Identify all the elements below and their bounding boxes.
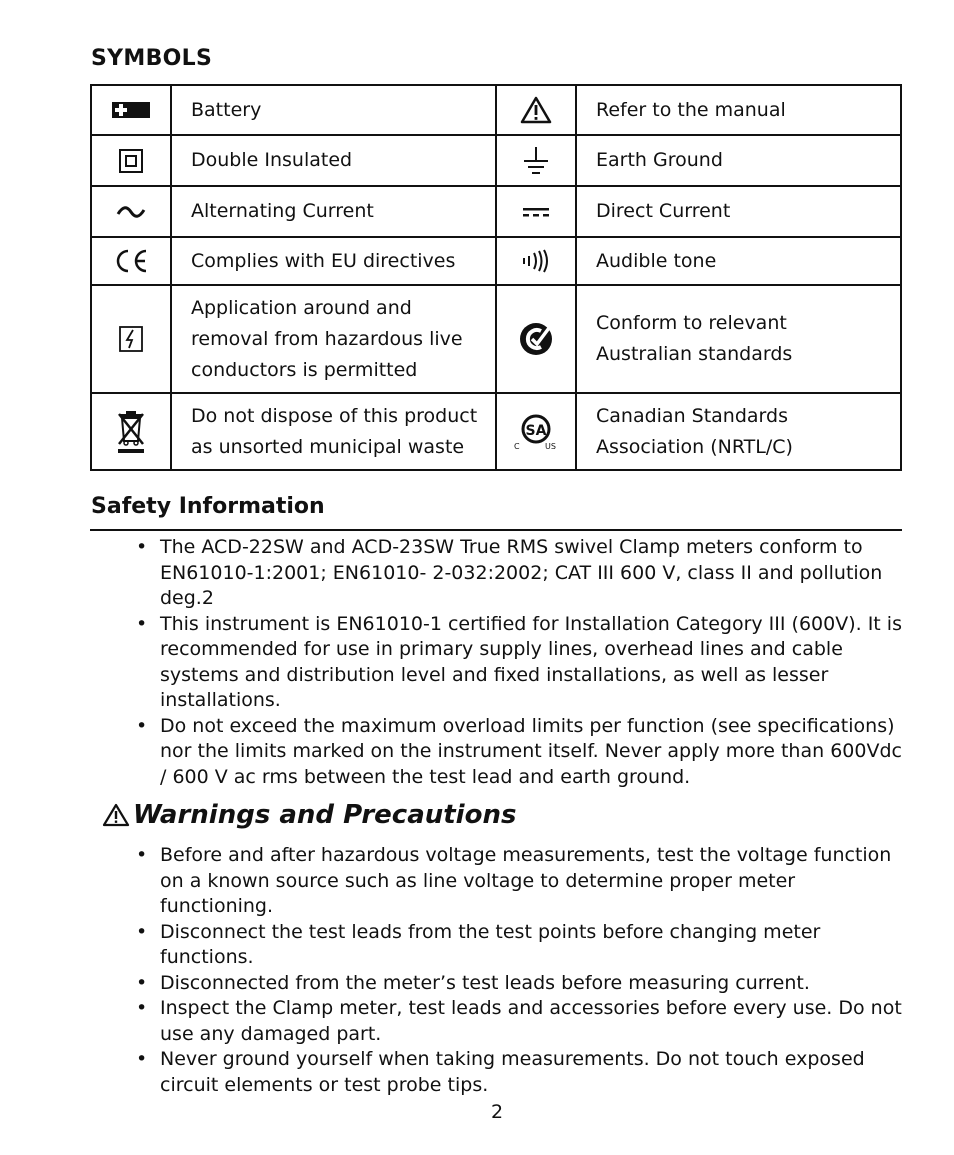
list-item-text: Disconnected from the meter’s test leads before measuring current.	[160, 971, 810, 994]
symbol-label: Earth Ground	[576, 135, 901, 186]
symbol-label: Double Insulated	[171, 135, 496, 186]
page-number: 2	[490, 1101, 504, 1123]
ce-mark-icon	[113, 248, 149, 274]
warnings-heading	[102, 800, 516, 830]
symbol-label: Do not dispose of this product as unsorted municipal waste	[171, 393, 496, 470]
weee-bin-icon	[116, 409, 146, 455]
live-conductor-icon	[118, 325, 144, 353]
list-item-text: This instrument is EN61010-1 certified for Installation Category III (600V). It is recommended for use in primary supply lines, overhead lines and cable systems and distribution level and fixed installations, as well as lesser installations.	[160, 612, 902, 711]
section-divider	[90, 529, 902, 531]
list-item	[136, 1047, 911, 1098]
symbol-icon-cell	[91, 135, 171, 186]
list-item	[136, 714, 911, 791]
csa-c-label: C	[514, 441, 520, 451]
csa-mark-icon	[511, 412, 561, 452]
list-item	[136, 971, 911, 997]
warning-triangle-icon	[520, 96, 552, 124]
symbol-icon-cell	[91, 237, 171, 285]
bullet: •	[136, 971, 148, 994]
symbol-icon-cell	[496, 135, 576, 186]
warning-triangle-icon	[102, 803, 130, 827]
symbols-row	[91, 85, 901, 135]
safety-heading: Safety Information	[91, 494, 325, 519]
symbols-row	[91, 135, 901, 186]
symbols-row	[91, 285, 901, 393]
list-item	[136, 535, 911, 612]
list-item-text: Inspect the Clamp meter, test leads and accessories before every use. Do not use any damaged part.	[160, 997, 902, 1045]
symbols-table	[90, 84, 902, 471]
symbol-label: Conform to relevant Australian standards	[576, 285, 901, 393]
symbol-icon-cell	[91, 285, 171, 393]
warnings-list	[136, 843, 911, 1098]
symbol-label: Canadian Standards Association (NRTL/C)	[576, 393, 901, 470]
symbols-heading: SYMBOLS	[91, 46, 213, 71]
symbols-row	[91, 186, 901, 237]
list-item	[136, 612, 911, 714]
symbol-label: Application around and removal from hazardous live conductors is permitted	[171, 285, 496, 393]
audible-tone-icon	[521, 249, 551, 273]
c-tick-icon	[519, 322, 553, 356]
list-item-text: Disconnect the test leads from the test points before changing meter functions.	[160, 920, 821, 968]
symbol-label: Battery	[171, 85, 496, 135]
symbol-icon-cell	[91, 186, 171, 237]
symbol-label: Direct Current	[576, 186, 901, 237]
symbol-icon-cell	[496, 237, 576, 285]
warnings-heading-text: Warnings and Precautions	[133, 800, 517, 830]
symbol-label: Complies with EU directives	[171, 237, 496, 285]
earth-ground-icon	[522, 146, 550, 176]
symbol-icon-cell	[496, 285, 576, 393]
direct-current-icon	[521, 205, 551, 219]
symbol-label: Alternating Current	[171, 186, 496, 237]
list-item-text: The ACD-22SW and ACD-23SW True RMS swivel Clamp meters conform to EN61010-1:2001; EN61010- 2-032:2002; CAT III 600 V, class II and pollution deg.2	[160, 536, 883, 609]
bullet: •	[136, 1048, 148, 1070]
list-item-text: Before and after hazardous voltage measurements, test the voltage function on a known source such as line voltage to determine proper meter functioning.	[160, 844, 892, 917]
list-item	[136, 843, 911, 920]
list-item-text: Never ground yourself when taking measurements. Do not touch exposed circuit elements or test probe tips.	[160, 1048, 865, 1096]
symbols-row	[91, 237, 901, 285]
bullet: •	[136, 997, 148, 1019]
symbol-label: Audible tone	[576, 237, 901, 285]
symbol-icon-cell	[496, 186, 576, 237]
bullet: •	[136, 714, 148, 737]
bullet: •	[136, 844, 148, 866]
battery-icon	[111, 100, 151, 120]
alternating-current-icon	[116, 205, 146, 219]
bullet: •	[136, 920, 148, 943]
list-item-text: Do not exceed the maximum overload limits per function (see specifications) nor the limits marked on the instrument itself. Never apply more than 600Vdc / 600 V ac rms between the test lead and earth ground.	[160, 714, 902, 788]
csa-us-label: US	[545, 441, 556, 451]
bullet: •	[136, 612, 148, 635]
symbol-icon-cell	[496, 85, 576, 135]
symbol-icon-cell	[496, 393, 576, 470]
safety-list	[136, 535, 911, 790]
double-insulated-icon	[118, 148, 144, 174]
bullet: •	[136, 536, 148, 558]
svg-text:SA: SA	[525, 422, 547, 439]
symbol-icon-cell	[91, 85, 171, 135]
symbol-icon-cell	[91, 393, 171, 470]
list-item	[136, 996, 911, 1047]
list-item	[136, 920, 911, 971]
symbols-row	[91, 393, 901, 470]
symbol-label: Refer to the manual	[576, 85, 901, 135]
